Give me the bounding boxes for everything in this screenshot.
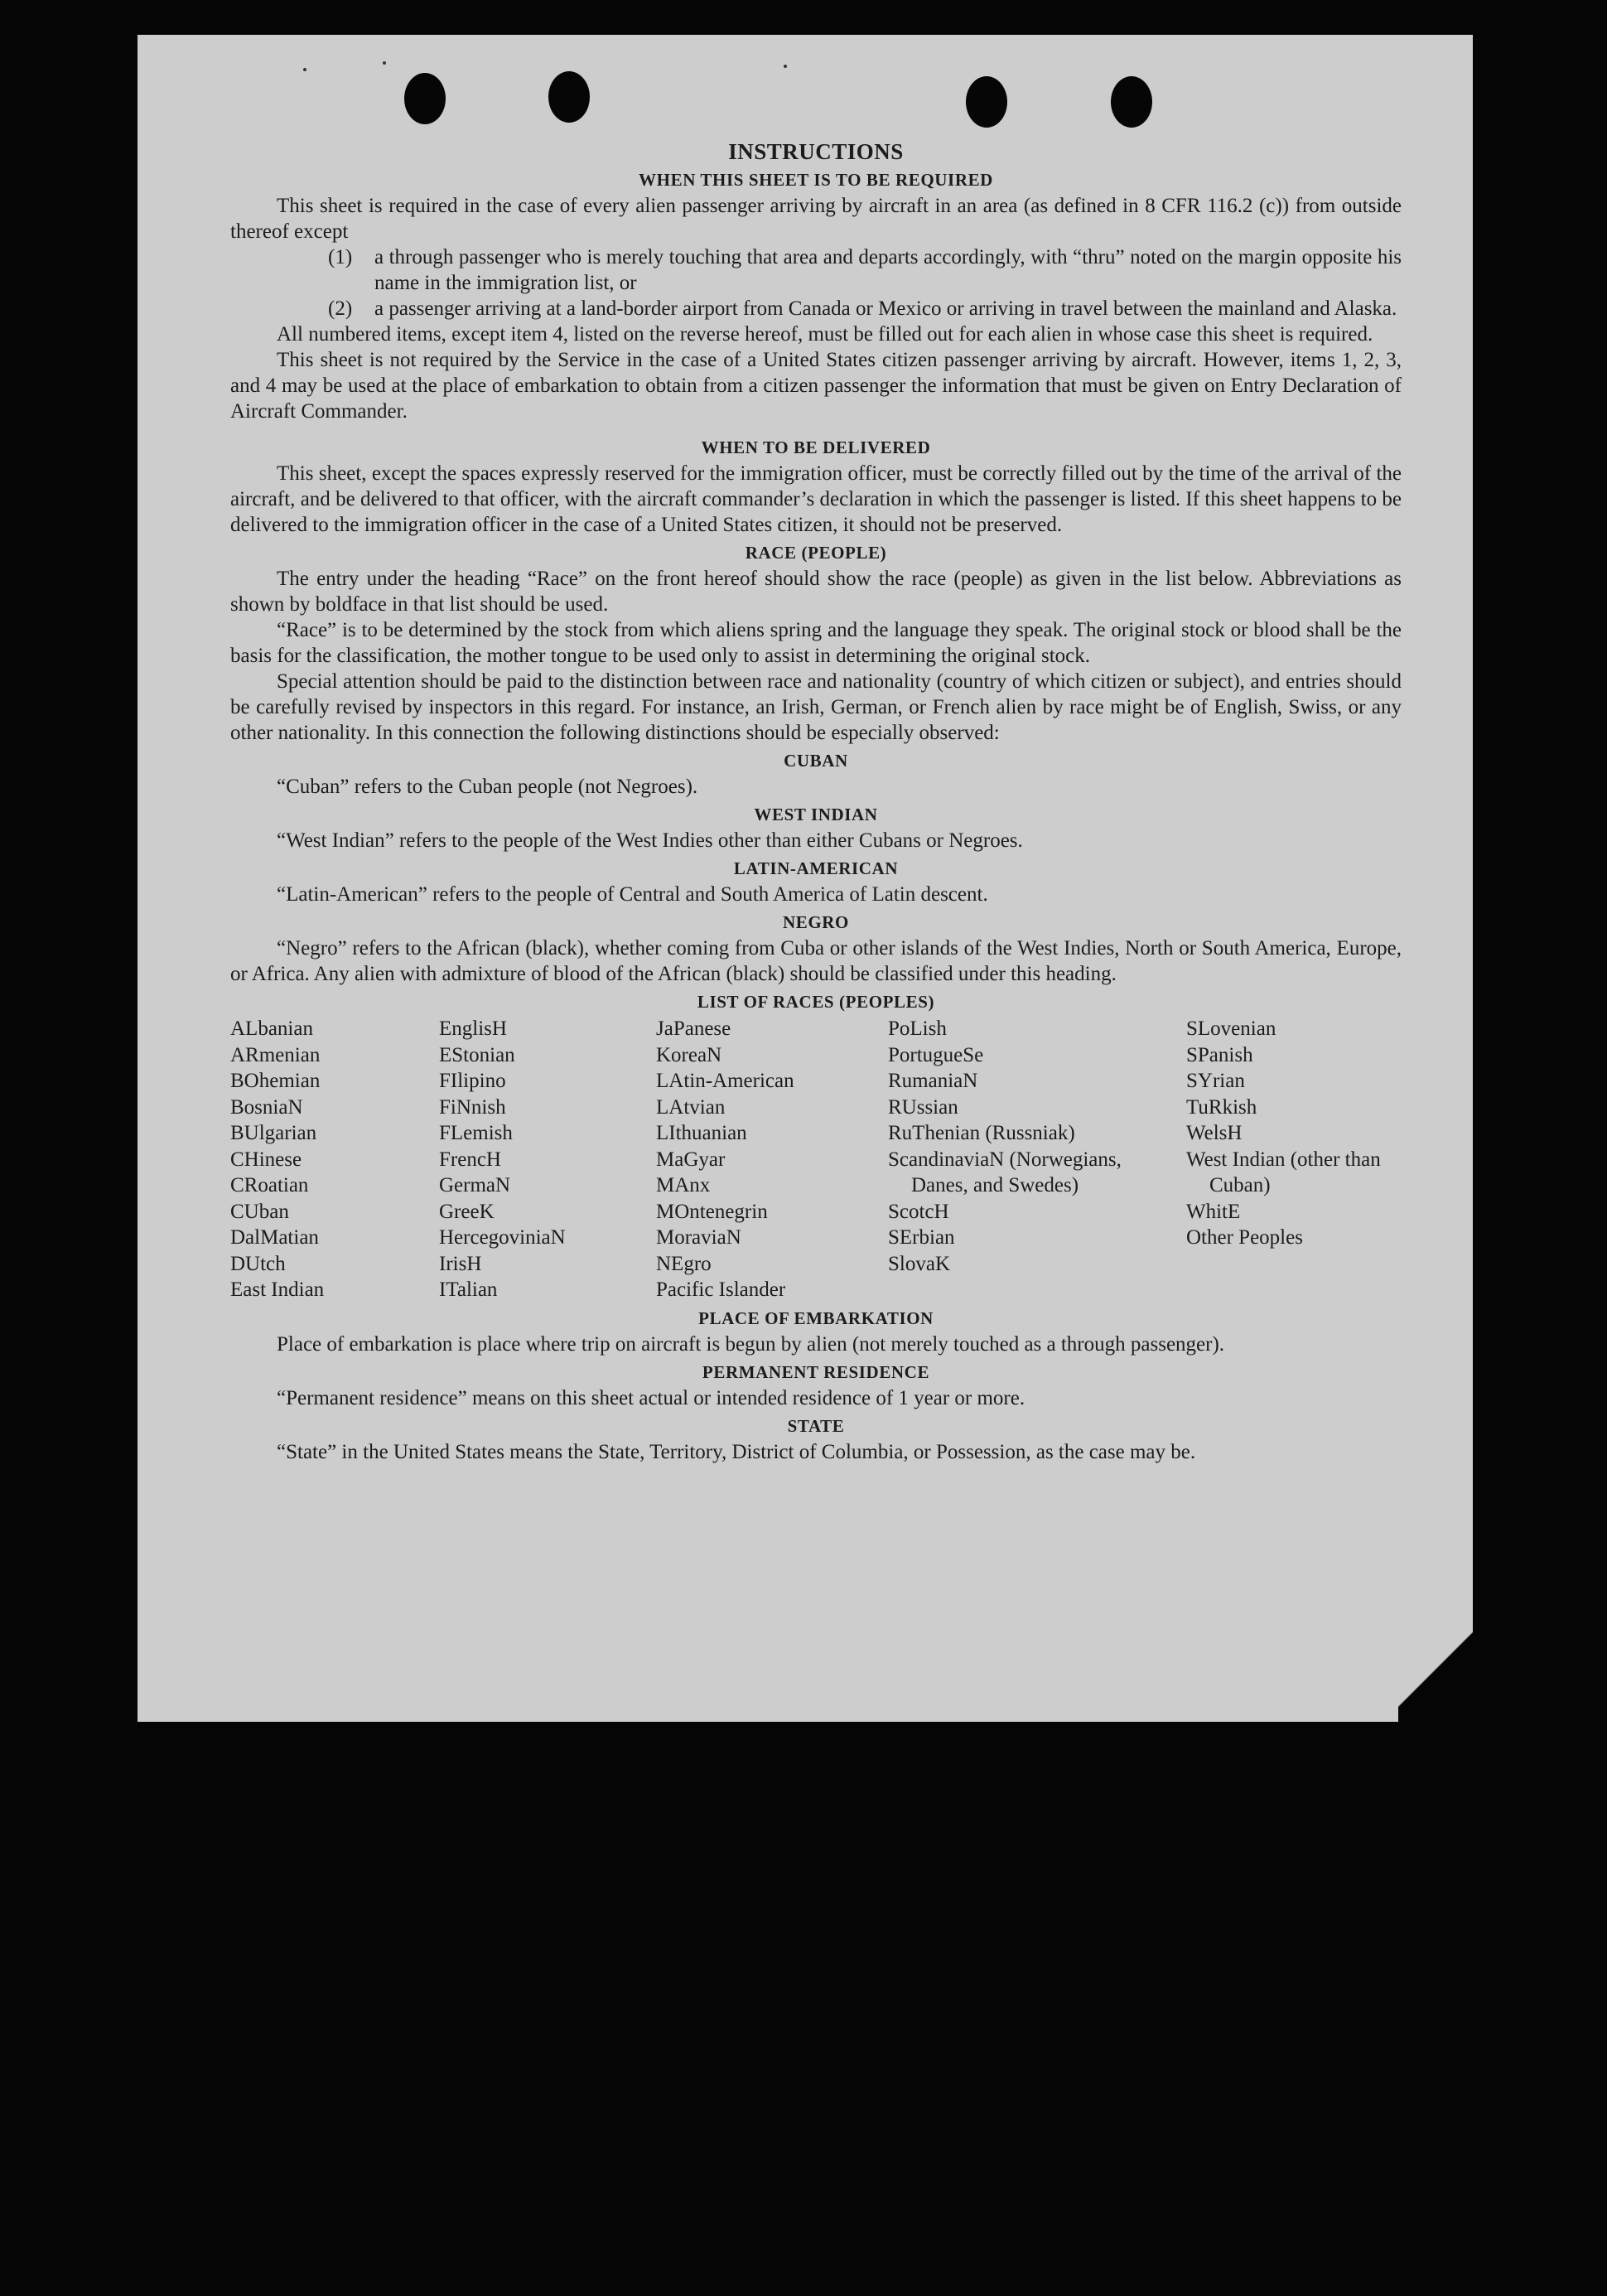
race-paragraph-2: “Race” is to be determined by the stock from which aliens spring and the language they speak. The original stock or blood shall be the basis for the classification, the mother tongue to be used only to assist in determining the original stock.: [230, 619, 1402, 667]
cuban-paragraph: “Cuban” refers to the Cuban people (not Negroes).: [277, 776, 698, 798]
race-entry: FiNnish: [439, 1095, 506, 1119]
race-entry: MAnx: [656, 1174, 711, 1196]
race-entry: BUlgarian: [230, 1122, 317, 1144]
west-indian-paragraph: “West Indian” refers to the people of the West Indies other than either Cubans or Negroes.: [277, 829, 1023, 852]
race-entry: IrisH: [439, 1252, 482, 1275]
races-column-1: [230, 1016, 439, 1303]
race-entry: SlovaK: [888, 1252, 950, 1275]
race-entry: DUtch: [230, 1252, 286, 1275]
race-entry: KoreaN: [656, 1043, 722, 1066]
race-entry: FrencH: [439, 1148, 501, 1171]
race-entry: LAtvian: [656, 1095, 726, 1119]
state-paragraph: “State” in the United States means the State, Territory, District of Columbia, or Possession, as the case may be.: [277, 1440, 1196, 1463]
race-entry: DalMatian: [230, 1226, 319, 1249]
punch-hole: [966, 76, 1007, 128]
heading-permanent-residence: PERMANENT RESIDENCE: [702, 1361, 930, 1382]
race-entry: RumaniaN: [888, 1070, 978, 1092]
race-entry: CUban: [230, 1200, 289, 1223]
latin-american-paragraph: “Latin-American” refers to the people of Central and South America of Latin descent.: [277, 883, 988, 906]
race-paragraph-3: Special attention should be paid to the distinction between race and nationality (country of which citizen or subject), and entries should be carefully revised by inspectors in this regard. For instance, an Irish, German, or French alien by race might be of English, Swiss, or any other nationality. In this connection the following distinctions should be especially observed:: [230, 670, 1402, 744]
race-entry: MaGyar: [656, 1148, 726, 1171]
race-entry: SYrian: [1186, 1070, 1245, 1092]
race-entry: NEgro: [656, 1252, 712, 1275]
heading-state: STATE: [787, 1415, 845, 1436]
race-entry: BosniaN: [230, 1095, 303, 1119]
races-column-4: [888, 1016, 1186, 1303]
race-entry: MOntenegrin: [656, 1200, 768, 1223]
race-entry: LIthuanian: [656, 1122, 747, 1144]
race-entry: TuRkish: [1186, 1095, 1257, 1119]
race-entry: ScotcH: [888, 1200, 949, 1223]
race-entry: West Indian (other than Cuban): [1186, 1148, 1381, 1196]
race-entry: MoraviaN: [656, 1226, 741, 1249]
heading-west-indian: WEST INDIAN: [754, 805, 878, 824]
heading-place-of-embarkation: PLACE OF EMBARKATION: [698, 1308, 934, 1328]
heading-list-of-races: LIST OF RACES (PEOPLES): [697, 992, 935, 1012]
punch-hole: [1111, 76, 1152, 128]
race-entry: SLovenian: [1186, 1017, 1276, 1040]
race-entry: BOhemian: [230, 1070, 321, 1092]
item-text: a passenger arriving at a land-border airport from Canada or Mexico or arriving in travel between the mainland and Alaska.: [374, 297, 1397, 320]
race-entry: SErbian: [888, 1226, 955, 1249]
race-entry: ScandinaviaN (Norwegians, Danes, and Swedes): [888, 1148, 1122, 1196]
race-entry: ALbanian: [230, 1017, 313, 1040]
speck: [383, 61, 386, 65]
race-entry: Pacific Islander: [656, 1279, 786, 1301]
citizen-paragraph: This sheet is not required by the Service in the case of a United States citizen passenger arriving by aircraft. However, items 1, 2, 3, and 4 may be used at the place of embarkation to obtain from a citizen passenger the information that must be given on Entry Declaration of Aircraft Commander.: [230, 349, 1402, 423]
item-number: (1): [328, 246, 353, 268]
race-entry: CRoatian: [230, 1174, 309, 1196]
document-page: [138, 35, 1473, 1722]
heading-latin-american: LATIN-AMERICAN: [733, 858, 899, 878]
races-table: [230, 1016, 1402, 1303]
numbered-items-paragraph: All numbered items, except item 4, listed on the reverse hereof, must be filled out for each alien in whose case this sheet is required.: [277, 323, 1373, 346]
punch-hole: [548, 71, 590, 123]
negro-paragraph: “Negro” refers to the African (black), whether coming from Cuba or other islands of the West Indies, North or South America, Europe, or Africa. Any alien with admixture of blood of the African (black) should be classified under this heading.: [230, 937, 1402, 985]
delivered-paragraph: This sheet, except the spaces expressly reserved for the immigration officer, must be correctly filled out by the time of the arrival of the aircraft, and be delivered to that officer, with the aircraft commander’s declaration in which the passenger is listed. If this sheet happens to be delivered to the immigration officer in the case of a United States citizen, it should not be preserved.: [230, 462, 1402, 536]
race-entry: Other Peoples: [1186, 1226, 1303, 1249]
race-entry: CHinese: [230, 1148, 302, 1171]
race-entry: SPanish: [1186, 1043, 1253, 1066]
race-entry: WhitE: [1186, 1200, 1241, 1223]
speck: [303, 68, 306, 71]
race-entry: GermaN: [439, 1174, 511, 1196]
punch-hole: [404, 73, 446, 124]
race-entry: WelsH: [1186, 1122, 1243, 1144]
item-number: (2): [328, 297, 353, 320]
intro-paragraph: This sheet is required in the case of every alien passenger arriving by aircraft in an area (as defined in 8 CFR 116.2 (c)) from outside thereof except: [230, 195, 1402, 243]
folded-corner: [1398, 1622, 1473, 1722]
race-entry: LAtin-American: [656, 1070, 794, 1092]
item-text: a through passenger who is merely touching that area and departs accordingly, with “thru” noted on the margin opposite his name in the immigration list, or: [374, 246, 1402, 294]
embarkation-paragraph: Place of embarkation is place where trip on aircraft is begun by alien (not merely touched as a through passenger).: [277, 1332, 1225, 1356]
race-entry: FIlipino: [439, 1070, 506, 1092]
race-entry: East Indian: [230, 1279, 325, 1301]
heading-when-delivered: WHEN TO BE DELIVERED: [701, 437, 931, 457]
race-entry: HercegoviniaN: [439, 1226, 566, 1249]
heading-race: RACE (PEOPLE): [745, 543, 887, 563]
residence-paragraph: “Permanent residence” means on this sheet actual or intended residence of 1 year or more.: [277, 1386, 1025, 1409]
races-column-5: [1186, 1016, 1402, 1303]
race-entry: PortugueSe: [888, 1043, 984, 1066]
list-item: [230, 296, 1402, 321]
races-column-3: [656, 1016, 888, 1303]
race-entry: RuThenian (Russniak): [888, 1122, 1075, 1144]
heading-cuban: CUBAN: [784, 751, 848, 771]
speck: [784, 65, 787, 68]
race-entry: RUssian: [888, 1095, 958, 1119]
heading-negro: NEGRO: [782, 912, 849, 932]
race-entry: GreeK: [439, 1200, 495, 1223]
heading-when-required: WHEN THIS SHEET IS TO BE REQUIRED: [639, 170, 993, 190]
race-entry: PoLish: [888, 1017, 947, 1040]
list-item: [230, 244, 1402, 296]
page-title: INSTRUCTIONS: [728, 139, 904, 164]
race-entry: FLemish: [439, 1122, 513, 1144]
race-entry: EStonian: [439, 1043, 515, 1066]
race-entry: ARmenian: [230, 1043, 321, 1066]
race-entry: JaPanese: [656, 1017, 731, 1040]
race-entry: EnglisH: [439, 1017, 507, 1040]
race-entry: ITalian: [439, 1279, 498, 1301]
races-column-2: [439, 1016, 656, 1303]
race-paragraph-1: The entry under the heading “Race” on the front hereof should show the race (people) as given in the list below. Abbreviations as shown by boldface in that list should be used.: [230, 568, 1402, 616]
